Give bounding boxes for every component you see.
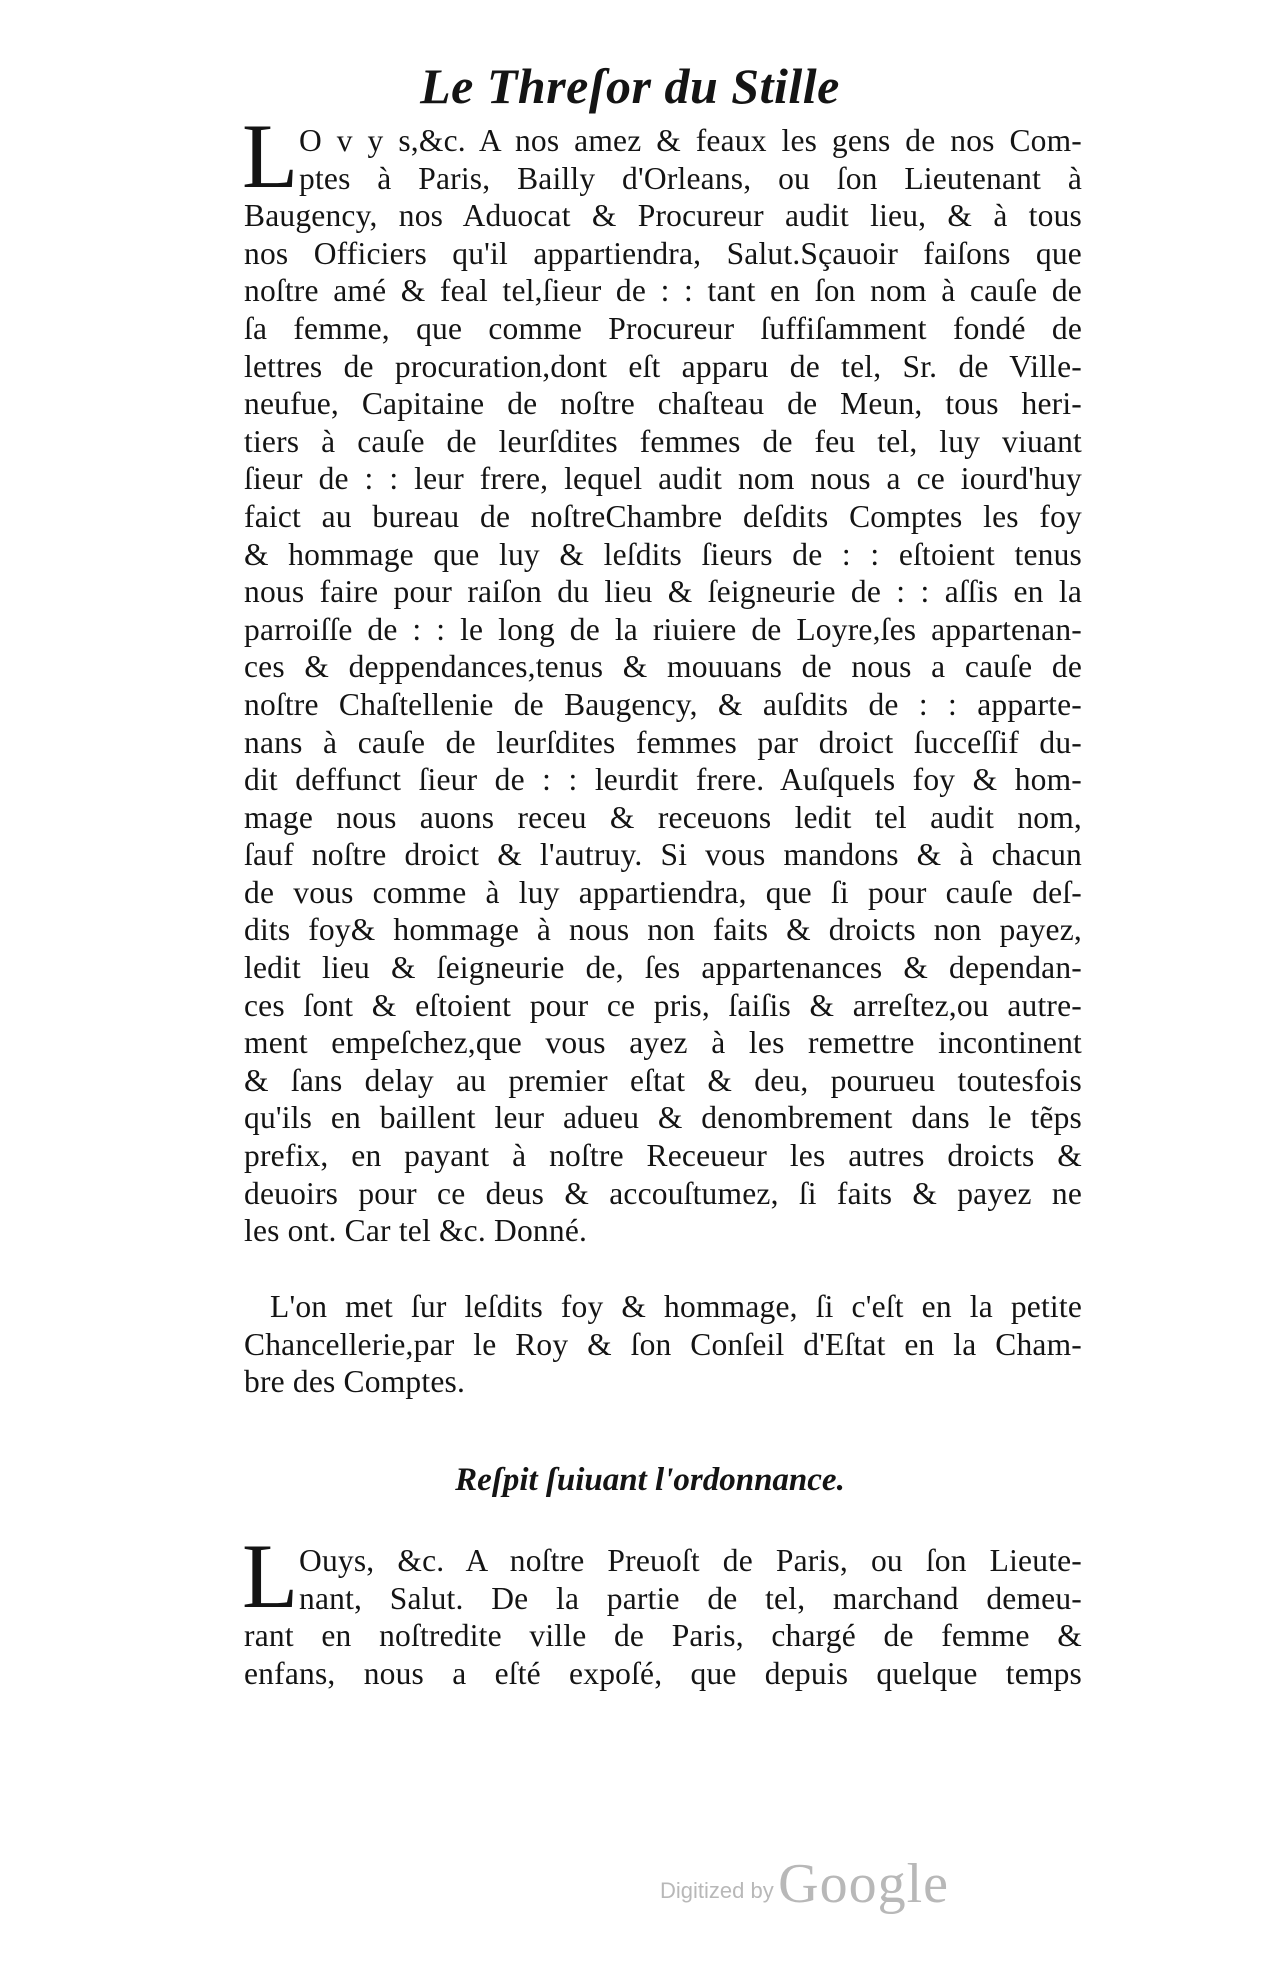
text-line: L'on met ſur leſdits foy & hommage, ſi c'eſt en la petite bbox=[270, 1289, 1082, 1324]
text-line: nous faire pour raiſon du lieu & ſeigneurie de : : aſſis en la bbox=[244, 574, 1082, 610]
text-line: rant en noſtredite ville de Paris, chargé de femme & bbox=[244, 1618, 1082, 1654]
text-line: dits foy& hommage à nous non faits & droicts non payez, bbox=[244, 912, 1082, 948]
running-title: Le Threſor du Stille bbox=[420, 58, 840, 114]
text-line: ptes à Paris, Bailly d'Orleans, ou ſon Lieutenant à bbox=[299, 160, 1082, 196]
text-line: prefix, en payant à noſtre Receueur les autres droicts & bbox=[244, 1138, 1082, 1174]
text-line: nos Officiers qu'il appartiendra, Salut.Sçauoir faiſons que bbox=[244, 235, 1082, 271]
text-line: O v y s,&c. A nos amez & feaux les gens de nos Com- bbox=[299, 123, 1082, 158]
digitized-watermark bbox=[660, 1852, 949, 1916]
letter-2-body bbox=[244, 1542, 1082, 1692]
text-line: de vous comme à luy appartiendra, que ſi pour cauſe deſ- bbox=[244, 874, 1082, 910]
text-line: ledit lieu & ſeigneurie de, ſes appartenances & dependan- bbox=[244, 950, 1082, 986]
text-line: dit deffunct ſieur de : : leurdit frere. Auſquels foy & hom- bbox=[244, 762, 1082, 798]
text-line: nant, Salut. De la partie de tel, marchand demeu- bbox=[299, 1580, 1082, 1616]
text-line: les ont. Car tel &c. Donné. bbox=[244, 1213, 588, 1249]
section-heading: Reſpit ſuiuant l'ordonnance. bbox=[455, 1462, 845, 1498]
note-paragraph bbox=[244, 1288, 1082, 1401]
text-line: Baugency, nos Aduocat & Procureur audit lieu, & à tous bbox=[244, 198, 1082, 234]
text-line: Ouys, &c. A noſtre Preuoſt de Paris, ou ſon Lieute- bbox=[299, 1543, 1082, 1578]
text-line: parroiſſe de : : le long de la riuiere de Loyre,ſes appartenan- bbox=[244, 611, 1082, 647]
text-line: neufue, Capitaine de noſtre chaſteau de Meun, tous heri- bbox=[244, 386, 1082, 422]
watermark-prefix: Digitized by bbox=[660, 1878, 774, 1903]
text-line: faict au bureau de noſtreChambre deſdits Comptes les foy bbox=[244, 498, 1082, 534]
text-line: tiers à cauſe de leurſdites femmes de feu tel, luy viuant bbox=[244, 423, 1082, 459]
text-line: ſa femme, que comme Procureur ſuffiſamment fondé de bbox=[244, 310, 1082, 346]
text-line: lettres de procuration,dont eſt apparu de tel, Sr. de Ville- bbox=[244, 348, 1082, 384]
text-line: ment empeſchez,que vous ayez à les remettre incontinent bbox=[244, 1025, 1082, 1061]
text-line: & ſans delay au premier eſtat & deu, pourueu toutesfois bbox=[244, 1062, 1082, 1098]
watermark-brand: Google bbox=[778, 1853, 950, 1915]
text-line: bre des Comptes. bbox=[244, 1364, 466, 1400]
text-line: noſtre amé & feal tel,ſieur de : : tant en ſon nom à cauſe de bbox=[244, 273, 1082, 309]
text-line: ces & deppendances,tenus & mouuans de nous a cauſe de bbox=[244, 649, 1082, 685]
drop-cap-letter-1: L bbox=[242, 105, 299, 207]
text-line: ces ſont & eſtoient pour ce pris, ſaiſis & arreſtez,ou autre- bbox=[244, 987, 1082, 1023]
text-line: enfans, nous a eſté expoſé, que depuis quelque temps bbox=[244, 1655, 1082, 1691]
text-line: Chancellerie,par le Roy & ſon Conſeil d'Eſtat en la Cham- bbox=[244, 1326, 1082, 1362]
letter-1-body bbox=[244, 122, 1082, 1250]
drop-cap-letter-2: L bbox=[242, 1525, 299, 1627]
text-line: mage nous auons receu & receuons ledit tel audit nom, bbox=[244, 799, 1082, 835]
text-line: nans à cauſe de leurſdites femmes par droict ſucceſſif du- bbox=[244, 724, 1082, 760]
text-line: ſieur de : : leur frere, lequel audit nom nous a ce iourd'huy bbox=[244, 461, 1082, 497]
text-line: deuoirs pour ce deus & accouſtumez, ſi faits & payez ne bbox=[244, 1175, 1082, 1211]
text-line: noſtre Chaſtellenie de Baugency, & auſdits de : : apparte- bbox=[244, 686, 1082, 722]
text-line: qu'ils en baillent leur adueu & denombrement dans le tẽps bbox=[244, 1100, 1082, 1136]
text-line: ſauf noſtre droict & l'autruy. Si vous mandons & à chacun bbox=[244, 837, 1082, 873]
text-line: & hommage que luy & leſdits ſieurs de : : eſtoient tenus bbox=[244, 536, 1082, 572]
